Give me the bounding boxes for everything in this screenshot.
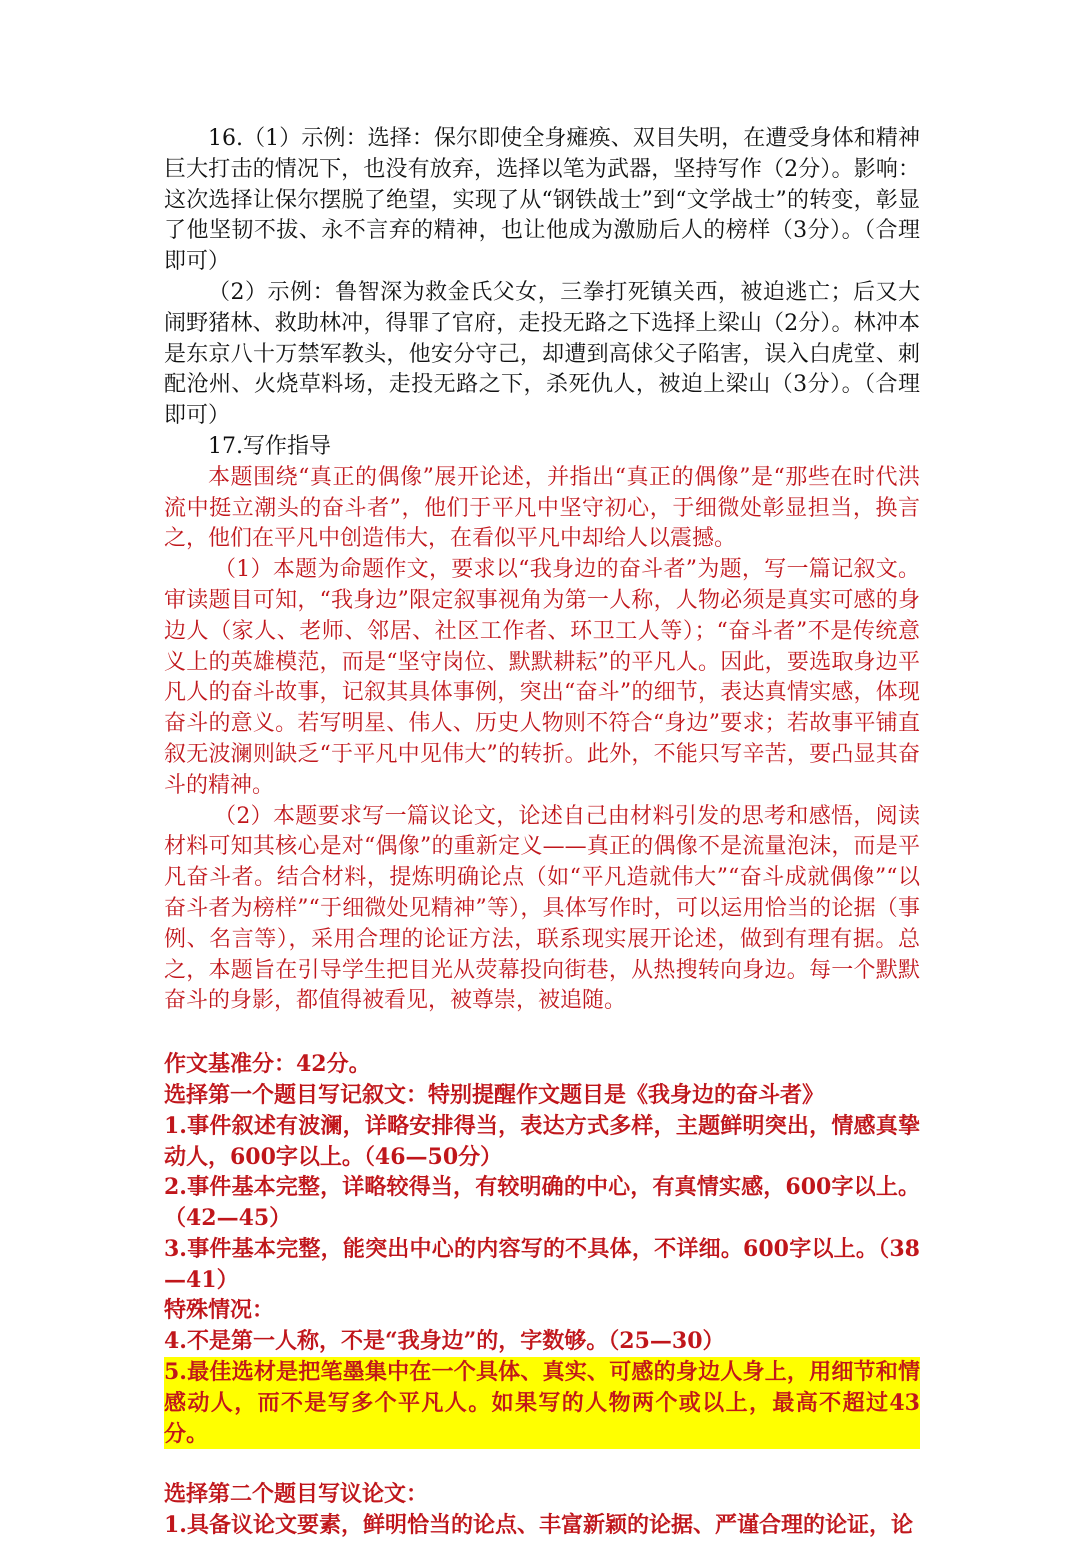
q17-intro: 本题围绕“真正的偶像”展开论述，并指出“真正的偶像”是“那些在时代洪流中挺立潮头的奋斗者”，他们于平凡中坚守初心，于细微处彰显担当，换言之，他们在平凡中创造伟大，在看似平凡中却给人以震撼。 <box>164 464 920 552</box>
section-spacer-2 <box>164 1449 920 1479</box>
q16-part1: 16.（1）示例：选择：保尔即使全身瘫痪、双目失明，在遭受身体和精神巨大打击的情况下，也没有放弃，选择以笔为武器，坚持写作（2分）。影响：这次选择让保尔摆脱了绝望，实现了从“钢铁战士”到“文学战士”的转变，彰显了他坚韧不拔、永不言弃的精神，也让他成为激励后人的榜样（3分）。（合理即可） <box>164 126 920 275</box>
argument-item-1: 1.具备议论文要素，鲜明恰当的论点、丰富新颖的论据、严谨合理的论证，论 <box>164 1512 913 1539</box>
special-cases-label: 特殊情况： <box>164 1297 275 1324</box>
q17-heading: 17.写作指导 <box>208 433 331 459</box>
score-item-2: 2.事件基本完整，详略较得当，有较明确的中心，有真情实感，600字以上。（42—45） <box>164 1174 920 1232</box>
score-item-1: 1.事件叙述有波澜，详略安排得当，表达方式多样，主题鲜明突出，情感真挚动人，600字以上。（46—50分） <box>164 1112 920 1170</box>
score-item-4: 4.不是第一人称，不是“我身边”的，字数够。（25—30） <box>164 1328 725 1355</box>
choice-one-heading: 选择第一个题目写记叙文：特别提醒作文题目是《我身边的奋斗者》 <box>164 1081 825 1108</box>
base-score: 作文基准分：42分。 <box>164 1051 371 1078</box>
choice-two-heading: 选择第二个题目写议论文： <box>164 1481 429 1508</box>
score-item-5-highlighted: 5.最佳选材是把笔墨集中在一个具体、真实、可感的身边人身上，用细节和情感动人，而不是写多个平凡人。如果写的人物两个或以上，最高不超过43分。 <box>164 1357 920 1449</box>
q17-part1: （1）本题为命题作文，要求以“我身边的奋斗者”为题，写一篇记叙文。审读题目可知，“我身边”限定叙事视角为第一人称，人物必须是真实可感的身边人（家人、老师、邻居、社区工作者、环卫工人等）；“奋斗者”不是传统意义上的英雄模范，而是“坚守岗位、默默耕耘”的平凡人。因此，要选取身边平凡人的奋斗故事，记叙其具体事例，突出“奋斗”的细节，表达真情实感，体现奋斗的意义。若写明星、伟人、历史人物则不符合“身边”要求；若故事平铺直叙无波澜则缺乏“于平凡中见伟大”的转折。此外，不能只写辛苦，要凸显其奋斗的精神。 <box>164 557 920 798</box>
answer-key-page <box>164 124 920 1541</box>
section-spacer <box>164 1017 920 1049</box>
q16-part2: （2）示例：鲁智深为救金氏父女，三拳打死镇关西，被迫逃亡；后又大闹野猪林、救助林冲，得罪了官府，走投无路之下选择上梁山（2分）。林冲本是东京八十万禁军教头，他安分守己，却遭到高俅父子陷害，误入白虎堂、刺配沧州、火烧草料场，走投无路之下，杀死仇人，被迫上梁山（3分）。（合理即可） <box>164 279 920 429</box>
q17-part2: （2）本题要求写一篇议论文，论述自己由材料引发的思考和感悟，阅读材料可知其核心是对“偶像”的重新定义——真正的偶像不是流量泡沫，而是平凡奋斗者。结合材料，提炼明确论点（如“平凡造就伟大”“奋斗成就偶像”“以奋斗者为榜样”“于细微处见精神”等），具体写作时，可以运用恰当的论据（事例、名言等），采用合理的论证方法，联系现实展开论述，做到有理有据。总之，本题旨在引导学生把目光从荧幕投向街巷，从热搜转向身边。每一个默默奋斗的身影，都值得被看见，被尊崇，被追随。 <box>164 803 920 1014</box>
score-item-3: 3.事件基本完整，能突出中心的内容写的不具体，不详细。600字以上。（38—41） <box>164 1235 920 1293</box>
